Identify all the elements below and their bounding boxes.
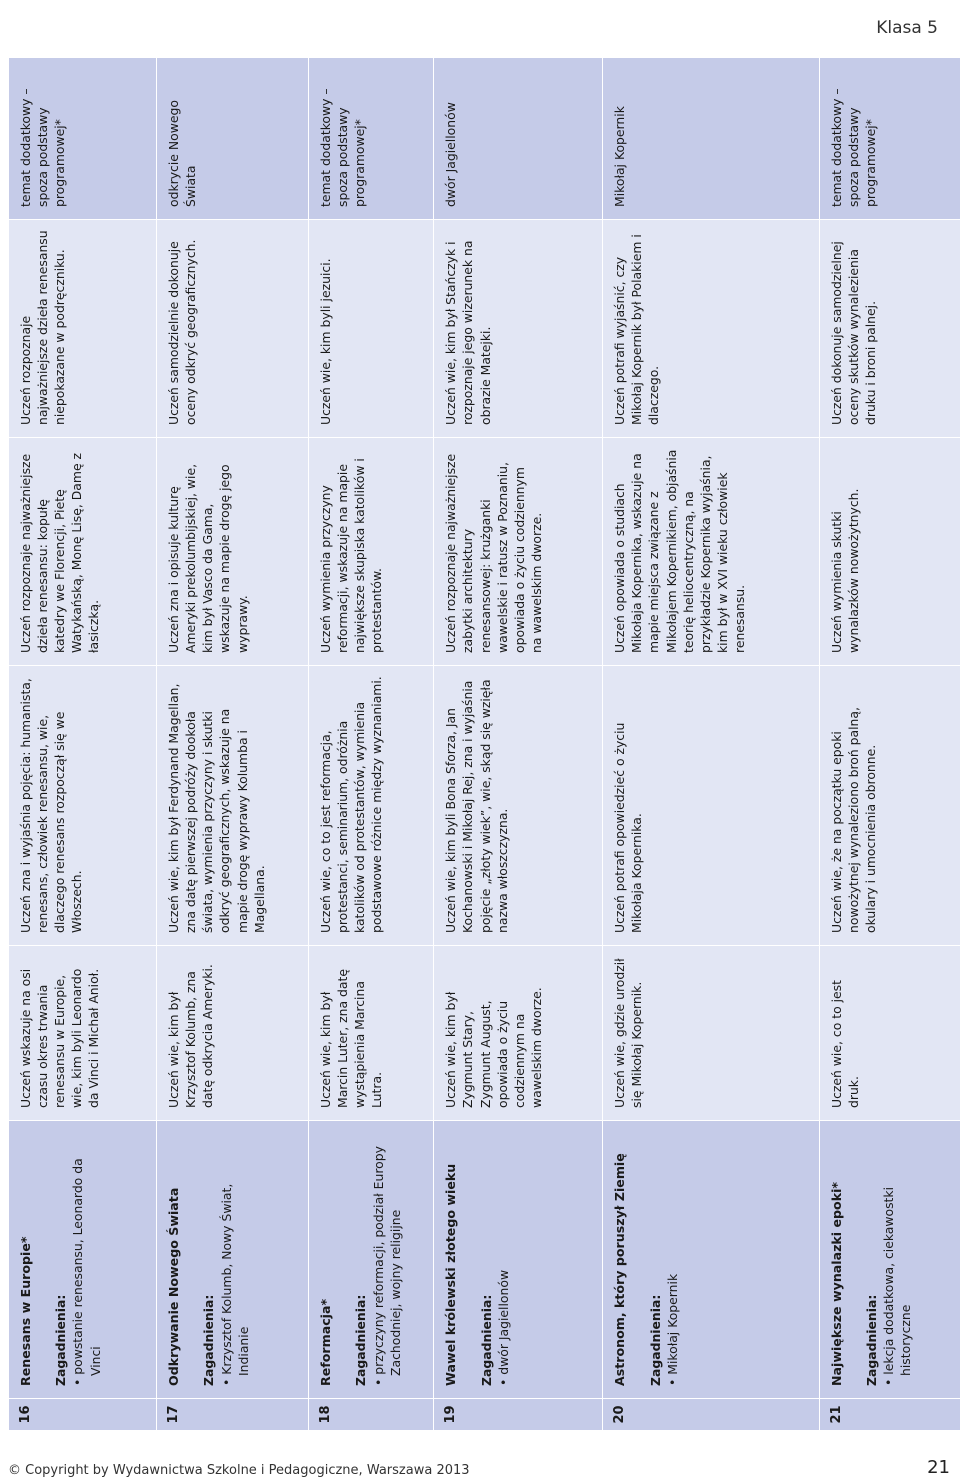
lesson-number: 20	[603, 1398, 819, 1430]
requirement-excellent: Uczeń potrafi wyjaśnić, czy Mikołaj Kopernik był Polakiem i dlaczego.	[603, 219, 819, 437]
table-row	[819, 58, 960, 1430]
requirement-basic: Uczeń wie, gdzie urodził się Mikołaj Kopernik.	[603, 945, 819, 1120]
lesson-number: 18	[309, 1398, 433, 1430]
lesson-title: Reformacja*	[318, 1298, 334, 1386]
lesson-note: temat dodatkowy – spoza podstawy programowej*	[9, 58, 156, 219]
lesson-number: 19	[434, 1398, 602, 1430]
table-row	[156, 58, 308, 1430]
lesson-number: 17	[157, 1398, 308, 1430]
curriculum-table	[8, 58, 960, 1430]
page-footer	[0, 1443, 960, 1483]
requirement-extended: Uczeń wie, co to jest reformacja, protestanci, seminarium, odróżnia katolików od protestantów, wymienia podstawowe różnice między wyznaniami.	[309, 665, 433, 945]
lesson-topic	[820, 1120, 960, 1398]
lesson-topic	[9, 1120, 156, 1398]
requirement-excellent: Uczeń wie, kim byli jezuici.	[309, 219, 433, 437]
issues-item: • przyczyny reformacji, podział Europy Zachodniej, wojny religijne	[370, 1131, 404, 1386]
lesson-number: 21	[820, 1398, 960, 1430]
requirement-advanced: Uczeń wymienia skutki wynalazków nowożytnych.	[820, 437, 960, 665]
lesson-topic	[309, 1120, 433, 1398]
issues-label: Zagadnienia:	[53, 1294, 69, 1386]
lesson-title: Renesans w Europie*	[18, 1236, 33, 1386]
issues-item: • Krzysztof Kolumb, Nowy Świat, Indianie	[218, 1131, 252, 1386]
requirement-excellent: Uczeń dokonuje samodzielnej oceny skutków wynalezienia druku i broni palnej.	[820, 219, 960, 437]
lesson-topic	[434, 1120, 602, 1398]
issues-label: Zagadnienia:	[864, 1294, 880, 1386]
requirement-advanced: Uczeń wymienia przyczyny reformacji, wskazuje na mapie największe skupiska katolików i protestantów.	[309, 437, 433, 665]
requirement-basic: Uczeń wie, kim był Marcin Luter, zna datę wystąpienia Marcina Lutra.	[309, 945, 433, 1120]
lesson-number: 16	[9, 1398, 156, 1430]
requirement-extended: Uczeń wie, że na początku epoki nowożytnej wynaleziono broń palną, okulary i umocnienia obronne.	[820, 665, 960, 945]
issues-label: Zagadnienia:	[478, 1294, 494, 1386]
requirement-advanced: Uczeń zna i opisuje kulturę Ameryki prekolumbijskiej, wie, kim był Vasco da Gama, wskazuje na mapie drogę jego wyprawy.	[157, 437, 308, 665]
requirement-extended: Uczeń wie, kim byli Bona Sforza, Jan Kochanowski i Mikołaj Rej, zna i wyjaśnia pojęcie „złoty wiek”, wie, skąd się wzięła nazwa włoszczyzna.	[434, 665, 602, 945]
requirement-basic: Uczeń wie, co to jest druk.	[820, 945, 960, 1120]
lesson-note: odkrycie Nowego Świata	[157, 58, 308, 219]
copyright-text: © Copyright by Wydawnictwa Szkolne i Pedagogiczne, Warszawa 2013	[8, 1463, 470, 1478]
issues-item: • Mikołaj Kopernik	[664, 1131, 681, 1386]
issues-label: Zagadnienia:	[201, 1294, 217, 1386]
lesson-note: temat dodatkowy – spoza podstawy programowej*	[309, 58, 433, 219]
requirement-extended: Uczeń wie, kim był Ferdynand Magellan, zna datę pierwszej podróży dookoła świata, wymienia przyczyny i skutki odkryć geograficznych, wskazuje na mapie drogę wyprawy Kolumba i Magellana.	[157, 665, 308, 945]
lesson-title: Największe wynalazki epoki*	[828, 1182, 844, 1386]
page-number: 21	[927, 1457, 950, 1478]
issues-label: Zagadnienia:	[647, 1294, 663, 1386]
lesson-note: temat dodatkowy – spoza podstawy programowej*	[820, 58, 960, 219]
requirement-excellent: Uczeń samodzielnie dokonuje oceny odkryć geograficznych.	[157, 219, 308, 437]
lesson-topic	[157, 1120, 308, 1398]
requirement-excellent: Uczeń wie, kim był Stańczyk i rozpoznaje jego wizerunek na obrazie Matejki.	[434, 219, 602, 437]
requirement-excellent: Uczeń rozpoznaje najważniejsze dzieła renesansu niepokazane w podręczniku.	[9, 219, 156, 437]
requirement-advanced: Uczeń rozpoznaje najważniejsze dzieła renesansu: kopułę katedry we Florencji, Pietę Watykańską, Monę Lisę, Damę z łasiczką.	[9, 437, 156, 665]
table-row	[308, 58, 433, 1430]
lesson-note: dwór Jagiellonów	[434, 58, 602, 219]
requirement-advanced: Uczeń opowiada o studiach Mikołaja Kopernika, wskazuje na mapie miejsca związane z Mikołajem Kopernikiem, objaśnia teorię heliocentryczną, na przykładzie Kopernika wyjaśnia, kim był w XVI wieku człowiek renesansu.	[603, 437, 819, 665]
issues-item: • powstanie renesansu, Leonardo da Vinci	[69, 1131, 103, 1386]
requirement-basic: Uczeń wskazuje na osi czasu okres trwania renesansu w Europie, wie, kim byli Leonardo da Vinci i Michał Anioł.	[9, 945, 156, 1120]
lesson-title: Astronom, który poruszył Ziemię	[612, 1153, 628, 1386]
requirement-basic: Uczeń wie, kim był Krzysztof Kolumb, zna datę odkrycia Ameryki.	[157, 945, 308, 1120]
lesson-topic	[603, 1120, 819, 1398]
table-row	[433, 58, 602, 1430]
lesson-title: Wawel królewski złotego wieku	[443, 1163, 459, 1386]
issues-label: Zagadnienia:	[353, 1294, 369, 1386]
issues-item: • lekcja dodatkowa, ciekawostki historyczne	[880, 1131, 914, 1386]
lesson-title: Odkrywanie Nowego Świata	[166, 1187, 182, 1386]
curriculum-table-wrapper	[8, 58, 960, 1430]
requirement-extended: Uczeń potrafi opowiedzieć o życiu Mikołaja Kopernika.	[603, 665, 819, 945]
table-row	[602, 58, 819, 1430]
table-row	[8, 58, 156, 1430]
requirement-extended: Uczeń zna i wyjaśnia pojęcia: humanista, renesans, człowiek renesansu, wie, dlaczego renesans rozpoczął się we Włoszech.	[9, 665, 156, 945]
requirement-advanced: Uczeń rozpoznaje najważniejsze zabytki architektury renesansowej: krużganki wawelskie i ratusz w Poznaniu, opowiada o życiu codziennym na wawelskim dworze.	[434, 437, 602, 665]
issues-item: • dwór Jagiellonów	[495, 1131, 512, 1386]
requirement-basic: Uczeń wie, kim był Zygmunt Stary, Zygmunt August, opowiada o życiu codziennym na wawelskim dworze.	[434, 945, 602, 1120]
lesson-note: Mikołaj Kopernik	[603, 58, 819, 219]
class-label: Klasa 5	[876, 18, 938, 38]
